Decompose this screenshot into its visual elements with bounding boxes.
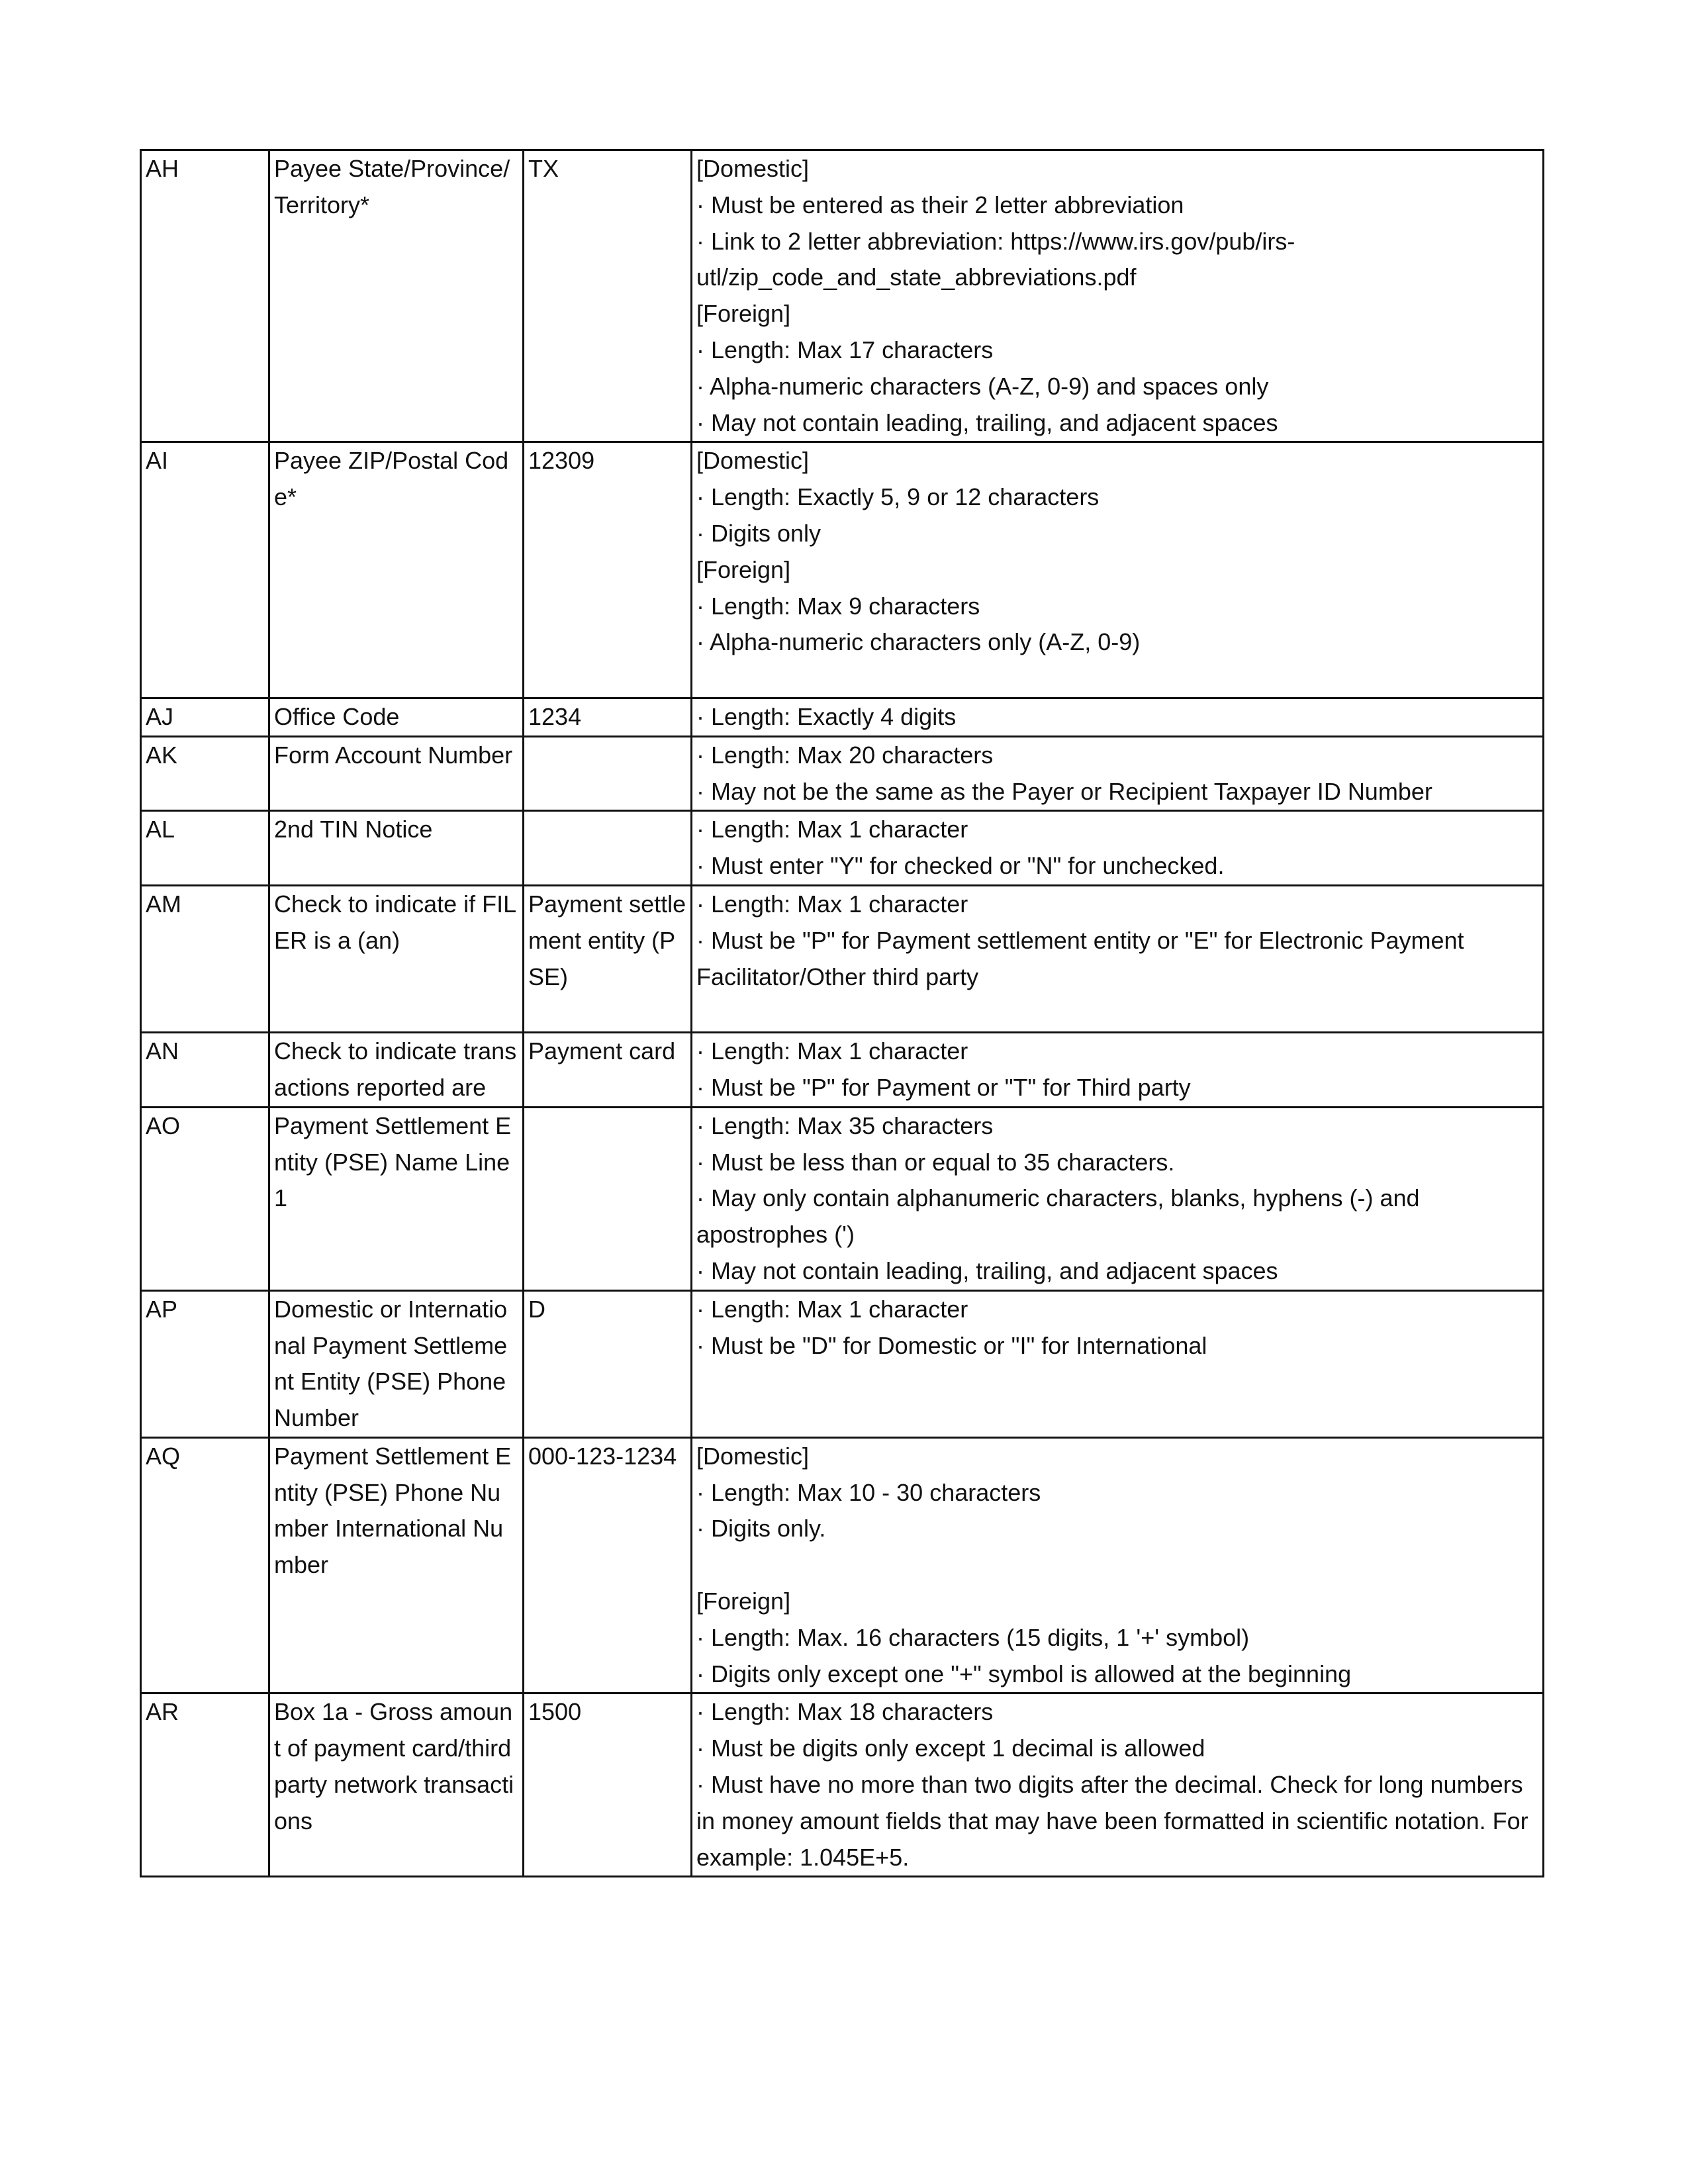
column-letter-cell xyxy=(141,442,269,698)
column-letter-cell xyxy=(141,1290,269,1437)
validation-rule-line: · Must be digits only except 1 decimal is allowed xyxy=(696,1734,1205,1762)
column-letter-text: AQ xyxy=(146,1442,181,1470)
field-spec-table-body xyxy=(141,150,1544,1877)
validation-rule-line: · Alpha-numeric characters only (A-Z, 0-9) xyxy=(696,628,1141,656)
table-row xyxy=(141,885,1544,1032)
field-name-text: Form Account Number xyxy=(274,741,513,769)
validation-rule-line: [Domestic] xyxy=(696,1442,810,1470)
field-name-text: Payment Settlement Entity (PSE) Name Line 1 xyxy=(274,1112,512,1212)
validation-rule-line: · Length: Max 1 character xyxy=(696,890,968,918)
validation-rule-line xyxy=(696,1547,1538,1584)
validation-rule-line: [Foreign] xyxy=(696,555,791,583)
field-name-cell xyxy=(269,1437,524,1693)
column-letter-cell xyxy=(141,1107,269,1290)
field-name-cell xyxy=(269,1693,524,1877)
example-value-text: 1500 xyxy=(528,1698,582,1726)
column-letter-text: AP xyxy=(146,1295,178,1323)
table-row xyxy=(141,442,1544,698)
field-name-cell xyxy=(269,1107,524,1290)
column-letter-text: AJ xyxy=(146,702,174,730)
validation-rule-line: · Must have no more than two digits after the decimal. Check for long numbers in money amount fields that may have been formatted in scientific notation. For example: 1.045E+5. xyxy=(696,1771,1528,1871)
validation-rule-line: · Alpha-numeric characters (A-Z, 0-9) and spaces only xyxy=(696,372,1269,400)
example-value-text: TX xyxy=(528,155,559,182)
field-name-cell xyxy=(269,885,524,1032)
validation-rules-cell xyxy=(692,1033,1544,1108)
example-value-text: 000-123-1234 xyxy=(528,1442,677,1470)
example-value-cell xyxy=(524,885,692,1032)
column-letter-text: AO xyxy=(146,1112,181,1139)
validation-rule-line: · May not contain leading, trailing, and adjacent spaces xyxy=(696,408,1278,436)
validation-rule-line: · Length: Max 17 characters xyxy=(696,336,994,363)
validation-rule-line: · May not contain leading, trailing, and adjacent spaces xyxy=(696,1257,1278,1284)
validation-rule-line: · Length: Max 9 characters xyxy=(696,592,980,620)
validation-rule-line: · Digits only except one "+" symbol is allowed at the beginning xyxy=(696,1660,1352,1687)
column-letter-cell xyxy=(141,736,269,811)
column-letter-text: AM xyxy=(146,890,181,918)
column-letter-cell xyxy=(141,1693,269,1877)
validation-rule-line xyxy=(696,661,1538,697)
table-row xyxy=(141,1107,1544,1290)
validation-rule-line: · Length: Max 35 characters xyxy=(696,1112,994,1139)
table-row xyxy=(141,811,1544,886)
field-name-cell xyxy=(269,1033,524,1108)
validation-rule-line: · Must be "P" for Payment settlement entity or "E" for Electronic Payment Facilitator/Other third party xyxy=(696,926,1464,990)
field-name-cell xyxy=(269,150,524,442)
field-name-text: 2nd TIN Notice xyxy=(274,816,433,843)
validation-rule-line: · Length: Max 1 character xyxy=(696,816,968,843)
validation-rules-cell xyxy=(692,150,1544,442)
field-name-text: Box 1a - Gross amount of payment card/third party network transactions xyxy=(274,1698,514,1834)
validation-rules-cell xyxy=(692,811,1544,886)
example-value-cell xyxy=(524,442,692,698)
example-value-cell xyxy=(524,698,692,736)
field-name-text: Domestic or International Payment Settlement Entity (PSE) Phone Number xyxy=(274,1295,508,1432)
validation-rule-line: · Must be "P" for Payment or "T" for Third party xyxy=(696,1073,1191,1101)
field-name-cell xyxy=(269,1290,524,1437)
validation-rule-line xyxy=(696,995,1538,1031)
column-letter-text: AI xyxy=(146,447,169,475)
column-letter-cell xyxy=(141,885,269,1032)
field-name-text: Office Code xyxy=(274,702,400,730)
validation-rules-cell xyxy=(692,1693,1544,1877)
validation-rule-line: · Length: Max 1 character xyxy=(696,1295,968,1323)
example-value-cell xyxy=(524,736,692,811)
table-row xyxy=(141,736,1544,811)
column-letter-text: AN xyxy=(146,1037,179,1065)
example-value-text: Payment settlement entity (PSE) xyxy=(528,890,686,990)
field-name-cell xyxy=(269,736,524,811)
column-letter-text: AR xyxy=(146,1698,179,1726)
example-value-cell xyxy=(524,1033,692,1108)
example-value-text: D xyxy=(528,1295,545,1323)
example-value-text: Payment card xyxy=(528,1037,676,1065)
table-row xyxy=(141,1290,1544,1437)
example-value-text: 1234 xyxy=(528,702,582,730)
validation-rules-cell xyxy=(692,1437,1544,1693)
field-name-cell xyxy=(269,811,524,886)
field-name-text: Check to indicate if FILER is a (an) xyxy=(274,890,517,954)
validation-rule-line: · May only contain alphanumeric characters, blanks, hyphens (-) and apostrophes (') xyxy=(696,1184,1420,1249)
validation-rules-cell xyxy=(692,442,1544,698)
validation-rules-cell xyxy=(692,698,1544,736)
example-value-cell xyxy=(524,1437,692,1693)
validation-rule-line: · Length: Max 18 characters xyxy=(696,1698,994,1726)
field-spec-table xyxy=(140,149,1544,1877)
example-value-cell xyxy=(524,1693,692,1877)
validation-rule-line: · Length: Max 1 character xyxy=(696,1037,968,1065)
validation-rule-line: · Length: Max. 16 characters (15 digits, 1 '+' symbol) xyxy=(696,1623,1250,1651)
validation-rule-line: · May not be the same as the Payer or Recipient Taxpayer ID Number xyxy=(696,777,1432,805)
example-value-text: 12309 xyxy=(528,447,595,475)
validation-rules-cell xyxy=(692,885,1544,1032)
validation-rule-line: · Digits only xyxy=(696,519,821,547)
column-letter-text: AL xyxy=(146,816,175,843)
validation-rule-line: [Domestic] xyxy=(696,447,810,475)
validation-rules-cell xyxy=(692,1290,1544,1437)
validation-rules-cell xyxy=(692,1107,1544,1290)
validation-rule-line: · Digits only. xyxy=(696,1515,826,1543)
field-name-cell xyxy=(269,442,524,698)
validation-rule-line: · Length: Max 10 - 30 characters xyxy=(696,1478,1041,1506)
table-row xyxy=(141,698,1544,736)
field-name-text: Payee State/Province/Territory* xyxy=(274,155,510,218)
column-letter-cell xyxy=(141,1437,269,1693)
column-letter-text: AH xyxy=(146,155,179,182)
field-name-text: Check to indicate transactions reported are xyxy=(274,1037,517,1101)
table-row xyxy=(141,1033,1544,1108)
example-value-cell xyxy=(524,811,692,886)
example-value-cell xyxy=(524,150,692,442)
example-value-cell xyxy=(524,1107,692,1290)
validation-rule-line: · Must enter "Y" for checked or "N" for unchecked. xyxy=(696,852,1225,880)
validation-rule-line: [Domestic] xyxy=(696,155,810,182)
field-name-text: Payment Settlement Entity (PSE) Phone Number International Number xyxy=(274,1442,512,1579)
validation-rule-line: · Must be entered as their 2 letter abbreviation xyxy=(696,191,1184,218)
table-row xyxy=(141,150,1544,442)
validation-rule-line: · Must be "D" for Domestic or "I" for International xyxy=(696,1331,1207,1359)
column-letter-text: AK xyxy=(146,741,178,769)
example-value-cell xyxy=(524,1290,692,1437)
validation-rule-line: · Length: Max 20 characters xyxy=(696,741,994,769)
field-name-text: Payee ZIP/Postal Code* xyxy=(274,447,509,511)
validation-rule-line: · Must be less than or equal to 35 characters. xyxy=(696,1148,1175,1176)
column-letter-cell xyxy=(141,698,269,736)
column-letter-cell xyxy=(141,1033,269,1108)
column-letter-cell xyxy=(141,150,269,442)
validation-rule-line: [Foreign] xyxy=(696,300,791,328)
validation-rule-line: · Link to 2 letter abbreviation: https://www.irs.gov/pub/irs-utl/zip_code_and_state_abbreviations.pdf xyxy=(696,227,1295,291)
validation-rules-cell xyxy=(692,736,1544,811)
validation-rule-line: · Length: Exactly 5, 9 or 12 characters xyxy=(696,483,1100,511)
column-letter-cell xyxy=(141,811,269,886)
validation-rule-line: · Length: Exactly 4 digits xyxy=(696,702,957,730)
validation-rule-line: [Foreign] xyxy=(696,1588,791,1615)
table-row xyxy=(141,1437,1544,1693)
field-name-cell xyxy=(269,698,524,736)
table-row xyxy=(141,1693,1544,1877)
